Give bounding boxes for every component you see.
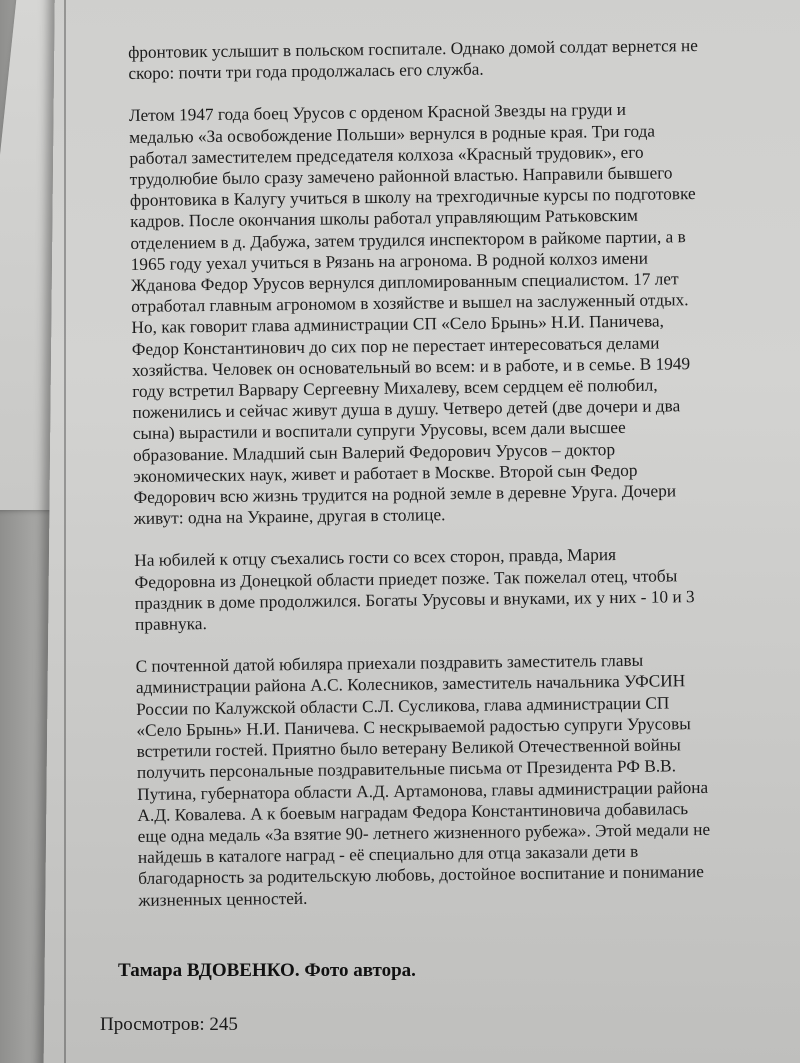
- paragraph-4: С почтенной датой юбиляра приехали поздравить заместитель главы администрации района А.С. Колесников, заместитель начальника УФСИН России по Калужской области С.Л. Сусликова, глава администрации СП «Село Брынь» Н.И. Паничева. С нескрываемой радостью супруги Урусовы встретили гостей. Приятно было ветерану Великой Отечественной войны получить персональные поздравительные письма от Президента РФ В.В. Путина, губернатора области А.Д. Артамонова, главы администрации района А.Д. Ковалева. А к боевым наградам Федора Константиновича добавилась еще одна медаль «За взятие 90- летнего жизненного рубежа». Этой медали не найдешь в каталоге наград - её специально для отца заказали дети в благодарность за родительскую любовь, достойное воспитание и понимание жизненных ценностей.: [135, 651, 711, 910]
- page-fold-line: [64, 0, 66, 1063]
- paragraph-1: фронтовик услышит в польском госпитале. Однако домой солдат вернется не скоро: почти три года продолжалась его служба.: [128, 36, 699, 84]
- paragraph-3: На юбилей к отцу съехались гости со всех сторон, правда, Мария Федоровна из Донецкой области приедет позже. Так пожелал отец, чтобы праздник в доме продолжился. Богаты Урусовы и внуками, их у них - 10 и 3 правнука.: [134, 545, 695, 635]
- article-body: [128, 34, 799, 932]
- author-signature: Тамара ВДОВЕНКО. Фото автора.: [118, 960, 416, 981]
- paragraph-2: Летом 1947 года боец Урусов с орденом Красной Звезды на груди и медалью «За освобождение Польши» вернулся в родные края. Три года работал заместителем председателя колхоза «Красный трудовик», его трудолюбие было сразу замечено районной властью. Направили бывшего фронтовика в Калугу учиться в школу на трехгодичные курсы по подготовке кадров. После окончания школы работал управляющим Ратьковским отделением в д. Дабужа, затем трудился инспектором в райкоме партии, а в 1965 году уехал учиться в Рязань на агронома. В родной колхоз имени Жданова Федор Урусов вернулся дипломированным специалистом. 17 лет отработал главным агрономом в хозяйстве и вышел на заслуженный отдых. Но, как говорит глава администрации СП «Село Брынь» Н.И. Паничева, Федор Константинович до сих пор не перестает интересоваться делами хозяйства. Человек он основательный во всем: и в работе, и в семье. В 1949 году встретил Варвару Сергеевну Михалеву, всем сердцем её полюбил, поженились и сейчас живут душа в душу. Четверо детей (две дочери и два сына) вырастили и воспитали супруги Урусовы, всем дали высшее образование. Младший сын Валерий Федорович Урусов – доктор экономических наук, живет и работает в Москве. Второй сын Федор Федорович всю жизнь трудится на родной земле в деревне Уруга. Дочери живут: одна на Украине, другая в столице.: [128, 100, 696, 529]
- views-counter: Просмотров: 245: [100, 1014, 238, 1035]
